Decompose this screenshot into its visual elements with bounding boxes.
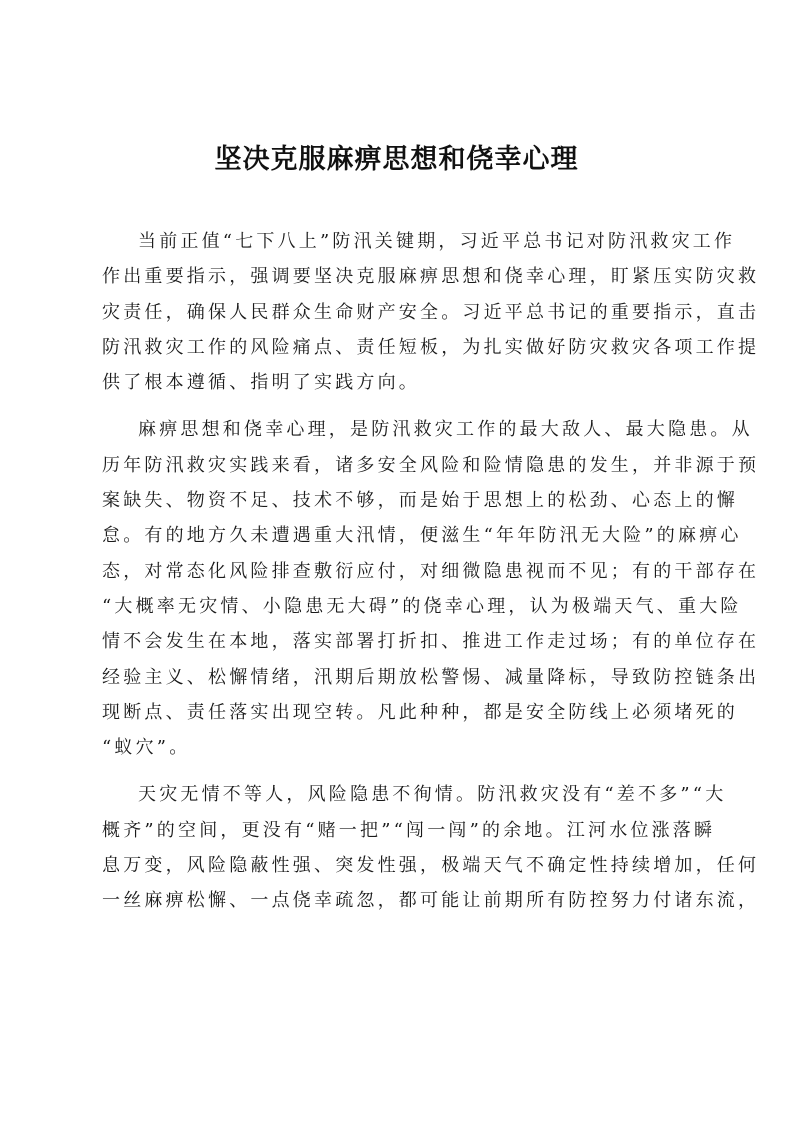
text-line: 息万变，风险隐蔽性强、突发性强，极端天气不确定性持续增加，任何 — [102, 855, 760, 877]
paragraph-3 — [102, 777, 760, 918]
text-line: 情不会发生在本地，落实部署打折扣、推进工作走过场；有的单位存在 — [102, 631, 760, 653]
text-line: 案缺失、物资不足、技术不够，而是始于思想上的松劲、心态上的懈 — [102, 490, 738, 512]
text-line: 经验主义、松懈情绪，汛期后期放松警惕、减量降标，导致防控链条出 — [102, 666, 760, 688]
text-line: 概齐”的空间，更没有“赌一把”“闯一闯”的余地。江河水位涨落瞬 — [102, 819, 716, 841]
text-line: 一丝麻痹松懈、一点侥幸疏忽，都可能让前期所有防控努力付诸东流， — [102, 890, 760, 912]
text-line: 作出重要指示，强调要坚决克服麻痹思想和侥幸心理，盯紧压实防灾救 — [102, 266, 760, 288]
paragraph-1 — [102, 224, 760, 400]
text-line: 灾责任，确保人民群众生命财产安全。习近平总书记的重要指示，直击 — [102, 301, 760, 323]
text-line: 怠。有的地方久未遭遇重大汛情，便滋生“年年防汛无大险”的麻痹心 — [102, 525, 742, 547]
document-body — [102, 224, 760, 931]
text-line: 历年防汛救灾实践来看，诸多安全风险和险情隐患的发生，并非源于预 — [102, 454, 760, 476]
text-line: 天灾无情不等人，风险隐患不徇情。防汛救灾没有“差不多”“大 — [138, 784, 727, 806]
text-line: 现断点、责任落实出现空转。凡此种种，都是安全防线上必须堵死的 — [102, 701, 738, 723]
text-line: “蚁穴”。 — [102, 737, 191, 759]
text-line: 供了根本遵循、指明了实践方向。 — [102, 372, 420, 394]
paragraph-2 — [102, 412, 760, 765]
text-line: 当前正值“七下八上”防汛关键期，习近平总书记对防汛救灾工作 — [138, 231, 736, 252]
document-title: 坚决克服麻痹思想和侥幸心理 — [214, 144, 579, 175]
text-line: 态，对常态化风险排查敷衍应付，对细微隐患视而不见；有的干部存在 — [102, 560, 760, 582]
text-line: 防汛救灾工作的风险痛点、责任短板，为扎实做好防灾救灾各项工作提 — [102, 336, 760, 358]
text-line: 麻痹思想和侥幸心理，是防汛救灾工作的最大敌人、最大隐患。从 — [138, 419, 753, 441]
text-line: “大概率无灾情、小隐患无大碍”的侥幸心理，认为极端天气、重大险 — [102, 595, 742, 617]
